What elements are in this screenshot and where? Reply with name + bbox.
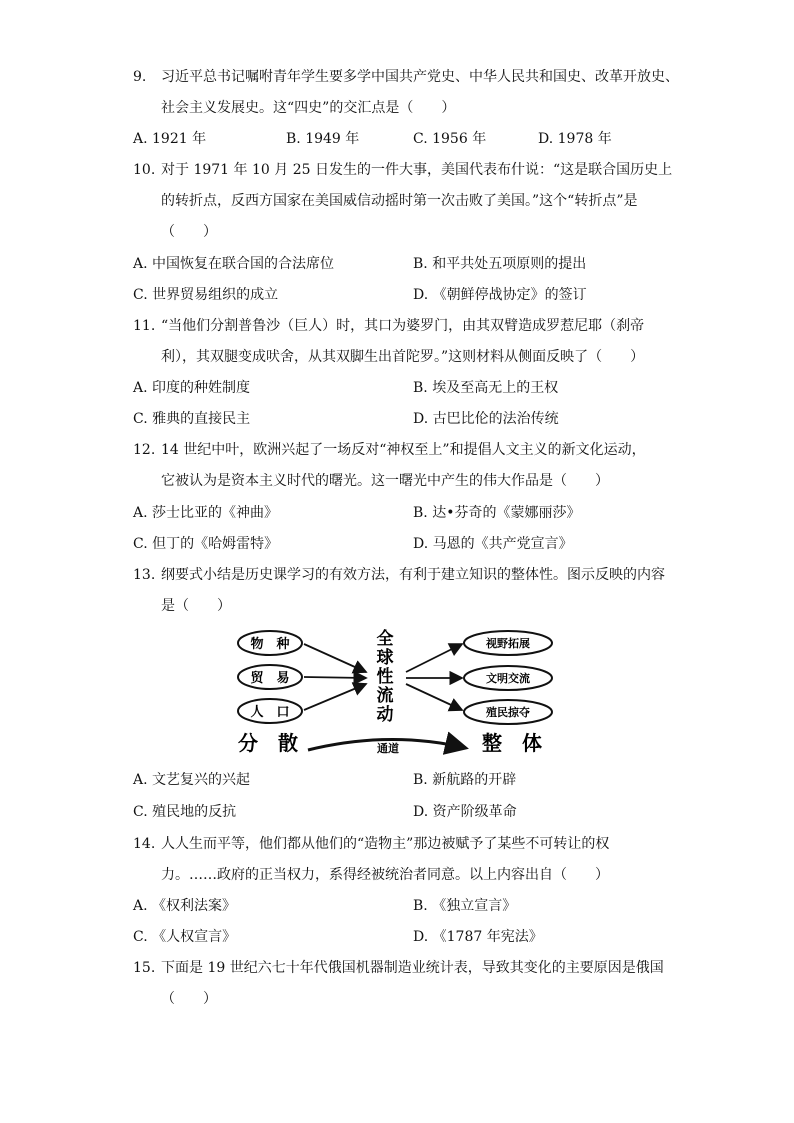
- bottom-right-label: 整 体: [482, 731, 542, 755]
- q10-option-b: B. 和平共处五项原则的提出: [413, 256, 587, 272]
- center-char-1: 全: [376, 629, 394, 649]
- q9-option-b: B. 1949 年: [286, 131, 360, 147]
- q9-option-d: D. 1978 年: [538, 131, 612, 147]
- arrow-right-3: [406, 684, 462, 710]
- q14-stem-line-1: 人人生而平等，他们都从他们的“造物主”那边被赋予了某些不可转让的权: [161, 836, 610, 852]
- q10-stem-line-2: 的转折点，反西方国家在美国威信动摇时第一次击败了美国。”这个“转折点”是: [161, 193, 638, 209]
- arrow-right-1: [406, 644, 462, 672]
- q10-option-c: C. 世界贸易组织的成立: [133, 287, 279, 303]
- right-item-3: [464, 700, 552, 724]
- q13-number: 13.: [133, 567, 156, 583]
- q14-option-c: C. 《人权宣言》: [133, 929, 237, 945]
- q12-stem-line-1: 14 世纪中叶，欧洲兴起了一场反对“神权至上”和提倡人文主义的新文化运动，: [161, 442, 646, 458]
- bottom-middle-label: 通道: [377, 742, 399, 755]
- q13-option-b: B. 新航路的开辟: [413, 772, 517, 788]
- arrow-left-3: [304, 684, 366, 710]
- q12-option-d: D. 马恩的《共产党宣言》: [413, 536, 573, 552]
- q12-option-c: C. 但丁的《哈姆雷特》: [133, 536, 279, 552]
- q12-option-b: B. 达•芬奇的《蒙娜丽莎》: [413, 505, 581, 521]
- right-item-1-label: 视野拓展: [486, 637, 530, 650]
- q15-number: 15.: [133, 960, 156, 976]
- q9-option-a: A. 1921 年: [133, 131, 207, 147]
- q13-option-c: C. 殖民地的反抗: [133, 804, 237, 820]
- q10-number: 10.: [133, 162, 156, 178]
- q10-option-d: D. 《朝鲜停战协定》的签订: [413, 287, 587, 303]
- q12-stem-line-2: 它被认为是资本主义时代的曙光。这一曙光中产生的伟大作品是（ ）: [161, 473, 609, 489]
- q9-stem-line-1: 习近平总书记嘱咐青年学生要多学中国共产党史、中华人民共和国史、改革开放史、: [161, 69, 679, 85]
- left-item-2-label: 贸 易: [250, 671, 290, 686]
- bottom-left-label: 分 散: [238, 731, 298, 755]
- arrow-left-2: [304, 677, 366, 678]
- left-item-1: [238, 631, 302, 655]
- q10-option-a: A. 中国恢复在联合国的合法席位: [133, 256, 335, 272]
- arrow-left-1: [304, 644, 366, 672]
- q12-number: 12.: [133, 442, 156, 458]
- left-item-2: [238, 665, 302, 689]
- q10-stem-line-3: （ ）: [161, 224, 217, 240]
- right-item-3-label: 殖民掠夺: [486, 706, 530, 719]
- q15-stem-line-2: （ ）: [161, 991, 217, 1007]
- q15-stem-line-1: 下面是 19 世纪六七十年代俄国机器制造业统计表，导致其变化的主要原因是俄国: [161, 960, 664, 976]
- center-char-5: 动: [376, 705, 394, 725]
- q13-stem-line-2: 是（ ）: [161, 598, 231, 614]
- q9-stem-line-2: 社会主义发展史。这“四史”的交汇点是（ ）: [161, 100, 456, 116]
- q11-number: 11.: [133, 318, 156, 334]
- q11-option-b: B. 埃及至高无上的王权: [413, 380, 559, 396]
- q10-stem-line-1: 对于 1971 年 10 月 25 日发生的一件大事，美国代表布什说：“这是联合国历史上: [161, 162, 673, 178]
- center-char-3: 性: [376, 667, 394, 687]
- q13-option-a: A. 文艺复兴的兴起: [133, 772, 251, 788]
- q11-option-a: A. 印度的种姓制度: [133, 380, 251, 396]
- q13-option-d: D. 资产阶级革命: [413, 804, 517, 820]
- q11-stem-line-1: “当他们分割普鲁沙（巨人）时，其口为婆罗门，由其双臂造成罗惹尼耶（刹帝: [161, 318, 645, 334]
- q9-option-c: C. 1956 年: [413, 131, 487, 147]
- right-item-1: [464, 631, 552, 655]
- q14-option-d: D. 《1787 年宪法》: [413, 929, 543, 945]
- left-item-3-label: 人 口: [250, 705, 290, 720]
- q14-number: 14.: [133, 836, 156, 852]
- q14-option-b: B. 《独立宣言》: [413, 898, 517, 914]
- left-item-3: [238, 699, 302, 723]
- right-item-2: [464, 666, 552, 690]
- right-item-2-label: 文明交流: [486, 672, 530, 685]
- q14-option-a: A. 《权利法案》: [133, 898, 237, 914]
- q13-stem-line-1: 纲要式小结是历史课学习的有效方法，有利于建立知识的整体性。图示反映的内容: [161, 567, 665, 583]
- q11-option-c: C. 雅典的直接民主: [133, 411, 251, 427]
- q14-stem-line-2: 力。……政府的正当权力，系得经被统治者同意。以上内容出自（ ）: [161, 867, 609, 883]
- q9-number: 9.: [133, 69, 147, 85]
- left-item-1-label: 物 种: [250, 637, 290, 652]
- q12-option-a: A. 莎士比亚的《神曲》: [133, 505, 279, 521]
- center-char-2: 球: [376, 648, 394, 668]
- q11-stem-line-2: 利），其双腿变成吠舍，从其双脚生出首陀罗。”这则材料从侧面反映了（ ）: [161, 349, 645, 365]
- q13-diagram: [230, 622, 560, 762]
- center-char-4: 流: [376, 686, 394, 706]
- q13-diagram-svg: [230, 622, 560, 762]
- q11-option-d: D. 古巴比伦的法治传统: [413, 411, 559, 427]
